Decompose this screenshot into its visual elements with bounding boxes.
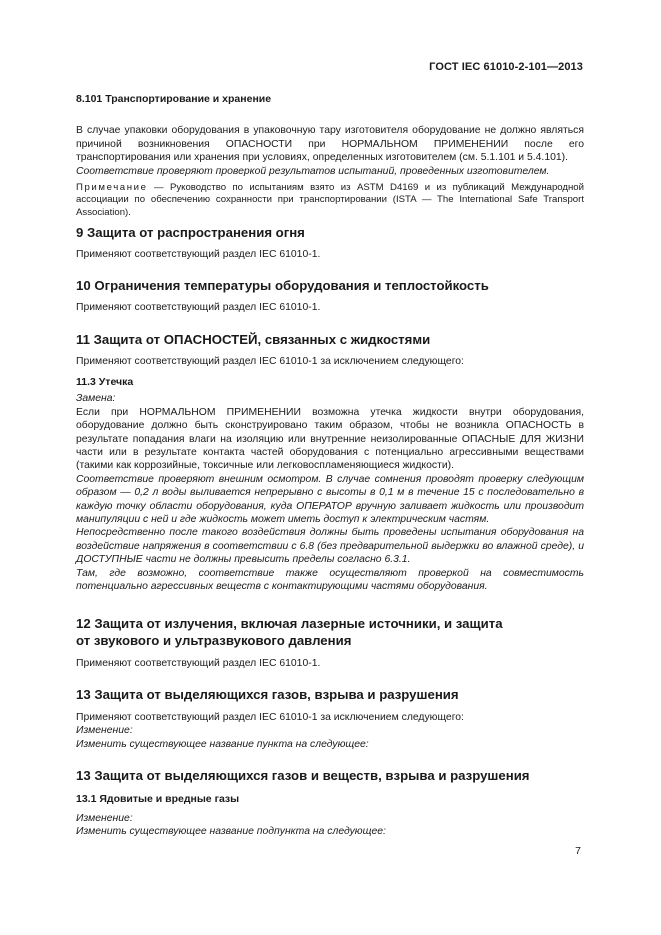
paragraph-text: В случае упаковки оборудования в упаковочную тару изготовителя оборудование не должно являться причиной возникновения ОПАСНОСТИ при НОРМАЛЬНОМ ПРИМЕНЕНИИ после его транспортирования или хранения при условиях, определенных изготовителем (см. 5.1.101 и 5.4.101). bbox=[76, 125, 584, 164]
change-text: Изменить существующее название пункта на следующее: bbox=[76, 738, 369, 750]
subsection-title: 13.1 Ядовитые и вредные газы bbox=[76, 793, 240, 805]
paragraph bbox=[76, 111, 584, 165]
section-10 bbox=[76, 277, 584, 314]
document-header: ГОСТ IEC 61010-2-101—2013 bbox=[429, 61, 583, 73]
change-label: Изменение: bbox=[76, 725, 133, 737]
section-title: 13 Защита от выделяющихся газов, взрыва и разрушения bbox=[76, 687, 459, 702]
subsection-title: 11.3 Утечка bbox=[76, 376, 134, 389]
replace-label: Замена: bbox=[76, 393, 116, 405]
section-title: 11 Защита от ОПАСНОСТЕЙ, связанных с жидкостями bbox=[76, 332, 431, 347]
compliance-text: Соответствие проверяют внешним осмотром. В случае сомнения проводят проверку следующим образом — 0,2 л воды выливается непрерывно с высоты в 0,1 м в течение 15 с последовательно в каждую точку области оборудования, куда ОПЕРАТОР вручную заливает жидкость или производит манипуляции с ней и где жидкость может иметь доступ к электрическим частям. bbox=[76, 473, 584, 526]
compliance-text: Соответствие проверяют проверкой результатов испытаний, проведенных изготовителем. bbox=[76, 165, 550, 177]
compliance-text: Непосредственно после такого воздействия должны быть проведены испытания оборудования на воздействие напряжения в соответствии с 6.8 (без предварительной выдержки во влажной среде), и ДОСТУПНЫЕ части не должны превысить пределы согласно 6.3.1. bbox=[76, 527, 584, 566]
section-11 bbox=[76, 331, 584, 594]
paragraph: Применяют соответствующий раздел IEC 61010-1 за исключением следующего: bbox=[76, 356, 464, 367]
note bbox=[76, 182, 584, 219]
subsection-title: 8.101 Транспортирование и хранение bbox=[76, 93, 272, 105]
section-13-amended bbox=[76, 767, 584, 839]
note-text: — Руководство по испытаниям взято из ASTM D4169 и из публикаций Международной ассоциации по обеспечению сохранности при транспортировании (ISTA — The International Safe Transport Association). bbox=[76, 182, 584, 218]
section-title-line-2: от звукового и ультразвукового давления bbox=[76, 633, 352, 648]
paragraph: Если при НОРМАЛЬНОМ ПРИМЕНЕНИИ возможна утечка жидкости внутри оборудования, оборудование должно быть сконструировано таким образом, чтобы не возникла ОПАСНОСТЬ в результате попадания влаги на изоляцию или внутренние неизолированные ОПАСНЫЕ ДЛЯ ЖИЗНИ части или в результате контакта частей оборудования с потенциально агрессивными веществами (такими как коррозийные, токсичные или легковоспламеняющиеся жидкости). bbox=[76, 406, 584, 472]
section-9 bbox=[76, 224, 584, 261]
change-text: Изменить существующее название подпункта на следующее: bbox=[76, 826, 386, 838]
page-number: 7 bbox=[575, 845, 581, 857]
section-title: 9 Защита от распространения огня bbox=[76, 225, 305, 240]
paragraph: Применяют соответствующий раздел IEC 61010-1. bbox=[76, 249, 321, 260]
section-title-line-1: 12 Защита от излучения, включая лазерные источники, и защита bbox=[76, 616, 503, 631]
section-title: 10 Ограничения температуры оборудования и теплостойкость bbox=[76, 278, 489, 293]
section-13-original bbox=[76, 686, 584, 751]
note-label: Примечание bbox=[76, 182, 148, 194]
compliance-text: Там, где возможно, соответствие также осуществляют проверкой на совместимость потенциально агрессивных веществ с контактирующими частями оборудования. bbox=[76, 567, 584, 593]
section-8-101 bbox=[76, 92, 584, 219]
section-12 bbox=[76, 615, 584, 670]
paragraph: Применяют соответствующий раздел IEC 61010-1 за исключением следующего: bbox=[76, 712, 464, 723]
paragraph: Применяют соответствующий раздел IEC 61010-1. bbox=[76, 658, 321, 669]
paragraph: Применяют соответствующий раздел IEC 61010-1. bbox=[76, 302, 321, 313]
change-label: Изменение: bbox=[76, 813, 133, 824]
section-title: 13 Защита от выделяющихся газов и веществ, взрыва и разрушения bbox=[76, 768, 530, 783]
